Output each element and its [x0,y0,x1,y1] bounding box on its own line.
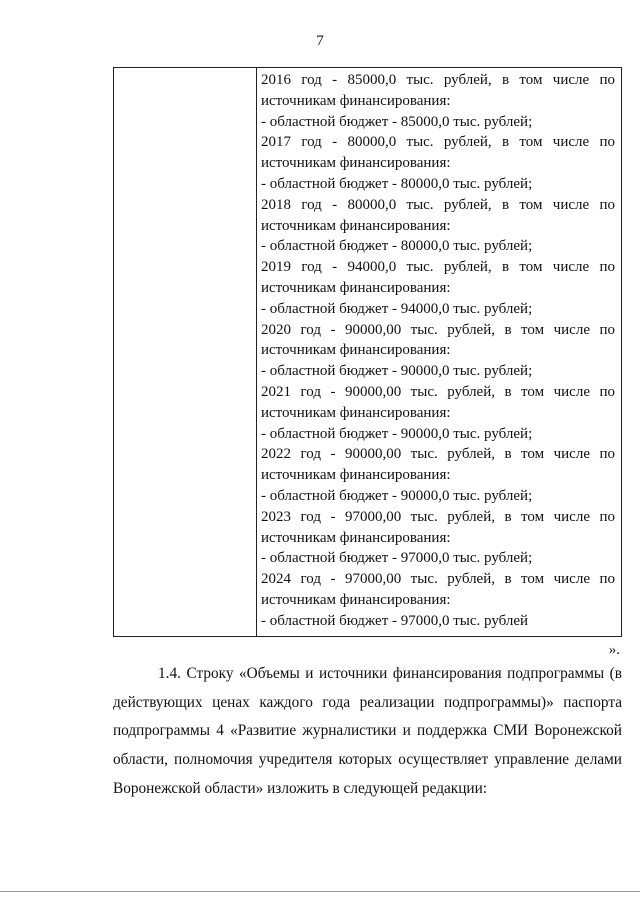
regional-budget-line: - областной бюджет - 94000,0 тыс. рублей; [261,300,533,317]
regional-budget-line: - областной бюджет - 85000,0 тыс. рублей; [261,113,533,130]
regional-budget-line: - областной бюджет - 90000,0 тыс. рублей; [261,363,533,380]
sources-line: источникам финансирования: [261,155,451,172]
paragraph-line: подпрограммы 4 «Развитие журналистики и поддержка СМИ Воронежской [113,722,622,740]
sources-line: источникам финансирования: [261,404,451,421]
year-block-2020 [261,320,615,382]
body-paragraph [113,660,622,803]
year-block-2021 [261,382,615,444]
footer-rule [0,891,640,892]
year-total-line: 2017 год - 80000,0 тыс. рублей, в том числе по [261,134,615,151]
paragraph-line: 1.4. Строку «Объемы и источники финансирования подпрограммы (в [158,665,622,682]
sources-line: источникам финансирования: [261,279,451,296]
year-block-2016 [261,70,615,132]
year-total-line: 2021 год - 90000,00 тыс. рублей, в том числе по [261,383,615,400]
regional-budget-line: - областной бюджет - 97000,0 тыс. рублей [261,612,529,629]
regional-budget-line: - областной бюджет - 90000,0 тыс. рублей; [261,425,533,442]
year-total-line: 2024 год - 97000,00 тыс. рублей, в том числе по [261,571,615,588]
year-block-2019 [261,257,615,319]
regional-budget-line: - областной бюджет - 80000,0 тыс. рублей; [261,238,533,255]
regional-budget-line: - областной бюджет - 80000,0 тыс. рублей; [261,175,533,192]
sources-line: источникам финансирования: [261,591,451,608]
sources-line: источникам финансирования: [261,217,451,234]
year-total-line: 2020 год - 90000,00 тыс. рублей, в том числе по [261,321,615,338]
closing-quote: ». [608,642,620,658]
regional-budget-line: - областной бюджет - 97000,0 тыс. рублей; [261,550,533,567]
year-block-2018 [261,195,615,257]
paragraph-line: области, полномочия учредителя которых осуществляет управление делами [113,751,622,769]
financing-table [113,67,622,637]
sources-line: источникам финансирования: [261,529,451,546]
sources-line: источникам финансирования: [261,467,451,484]
year-block-2023 [261,507,615,569]
year-total-line: 2022 год - 90000,00 тыс. рублей, в том числе по [261,446,615,463]
year-total-line: 2023 год - 97000,00 тыс. рублей, в том числе по [261,508,615,525]
year-block-2022 [261,444,615,506]
year-block-2017 [261,132,615,194]
sources-line: источникам финансирования: [261,342,451,359]
table-left-cell [114,68,257,636]
table-right-cell [261,70,615,632]
paragraph-line: Воронежской области» изложить в следующей редакции: [113,779,488,797]
year-block-2024 [261,569,615,631]
year-total-line: 2019 год - 94000,0 тыс. рублей, в том числе по [261,259,615,276]
year-total-line: 2016 год - 85000,0 тыс. рублей, в том числе по [261,72,615,88]
regional-budget-line: - областной бюджет - 90000,0 тыс. рублей; [261,487,533,504]
sources-line: источникам финансирования: [261,92,451,109]
paragraph-line: действующих ценах каждого года реализации подпрограммы)» паспорта [113,693,622,711]
page-number: 7 [316,33,324,49]
year-total-line: 2018 год - 80000,0 тыс. рублей, в том числе по [261,196,615,213]
